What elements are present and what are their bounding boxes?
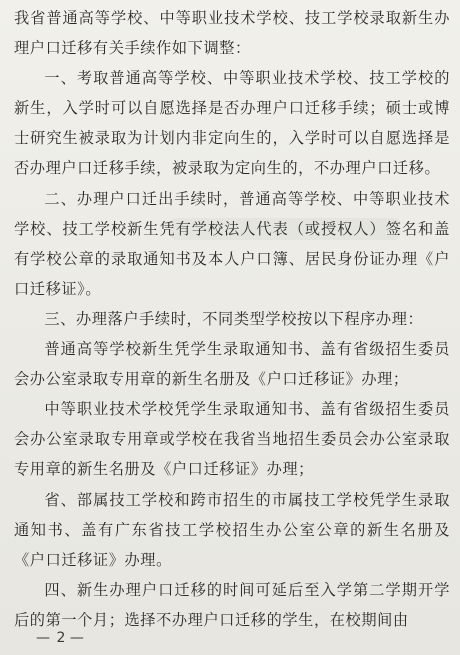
page-number-value: 2 bbox=[56, 630, 66, 646]
page-number bbox=[36, 630, 86, 646]
university-procedure-paragraph: 普通高等学校新生凭学生录取通知书、盖有省级招生委员会办公室录取专用章的新生名册及《户口迁移证》办理； bbox=[14, 340, 450, 389]
article-one-paragraph: 一、考取普通高等学校、中等职业技术学校、技工学校的新生，入学时可以自愿选择是否办理户口迁移手续；硕士或博士研究生被录取为计划内非定向生的，入学时可以自愿选择是否办理户口迁移手续，被录取为定向生的，不办理户口迁移。 bbox=[14, 69, 450, 178]
article-three-paragraph: 三、办理落户手续时，不同类型学校按以下程序办理： bbox=[44, 309, 424, 328]
article-four-paragraph: 四、新生办理户口迁移的时间可延后至入学第二学期开学后的第一个月；选择不办理户口迁移的学生，在校期间由 bbox=[14, 580, 450, 629]
page-number-suffix: — bbox=[69, 630, 86, 646]
vocational-procedure-paragraph: 中等职业技术学校凭学生录取通知书、盖有省级招生委员会办公室录取专用章或学校在我省当地招生委员会办公室录取专用章的新生名册及《户口迁移证》办理； bbox=[14, 400, 450, 479]
technical-school-procedure-paragraph: 省、部属技工学校和跨市招生的市属技工学校凭学生录取通知书、盖有广东省技工学校招生办公室公章的新生名册及《户口迁移证》办理。 bbox=[14, 490, 450, 569]
article-two-paragraph: 二、办理户口迁出手续时，普通高等学校、中等职业技术学校、技工学校新生凭有学校法人代表（或授权人）签名和盖有学校公章的录取通知书及本人户口簿、居民身份证办理《户口迁移证》。 bbox=[14, 189, 450, 298]
page-number-prefix: — bbox=[36, 630, 52, 646]
intro-paragraph: 我省普通高等学校、中等职业技术学校、技工学校录取新生办理户口迁移有关手续作如下调整： bbox=[14, 9, 450, 58]
document-body bbox=[14, 3, 450, 635]
